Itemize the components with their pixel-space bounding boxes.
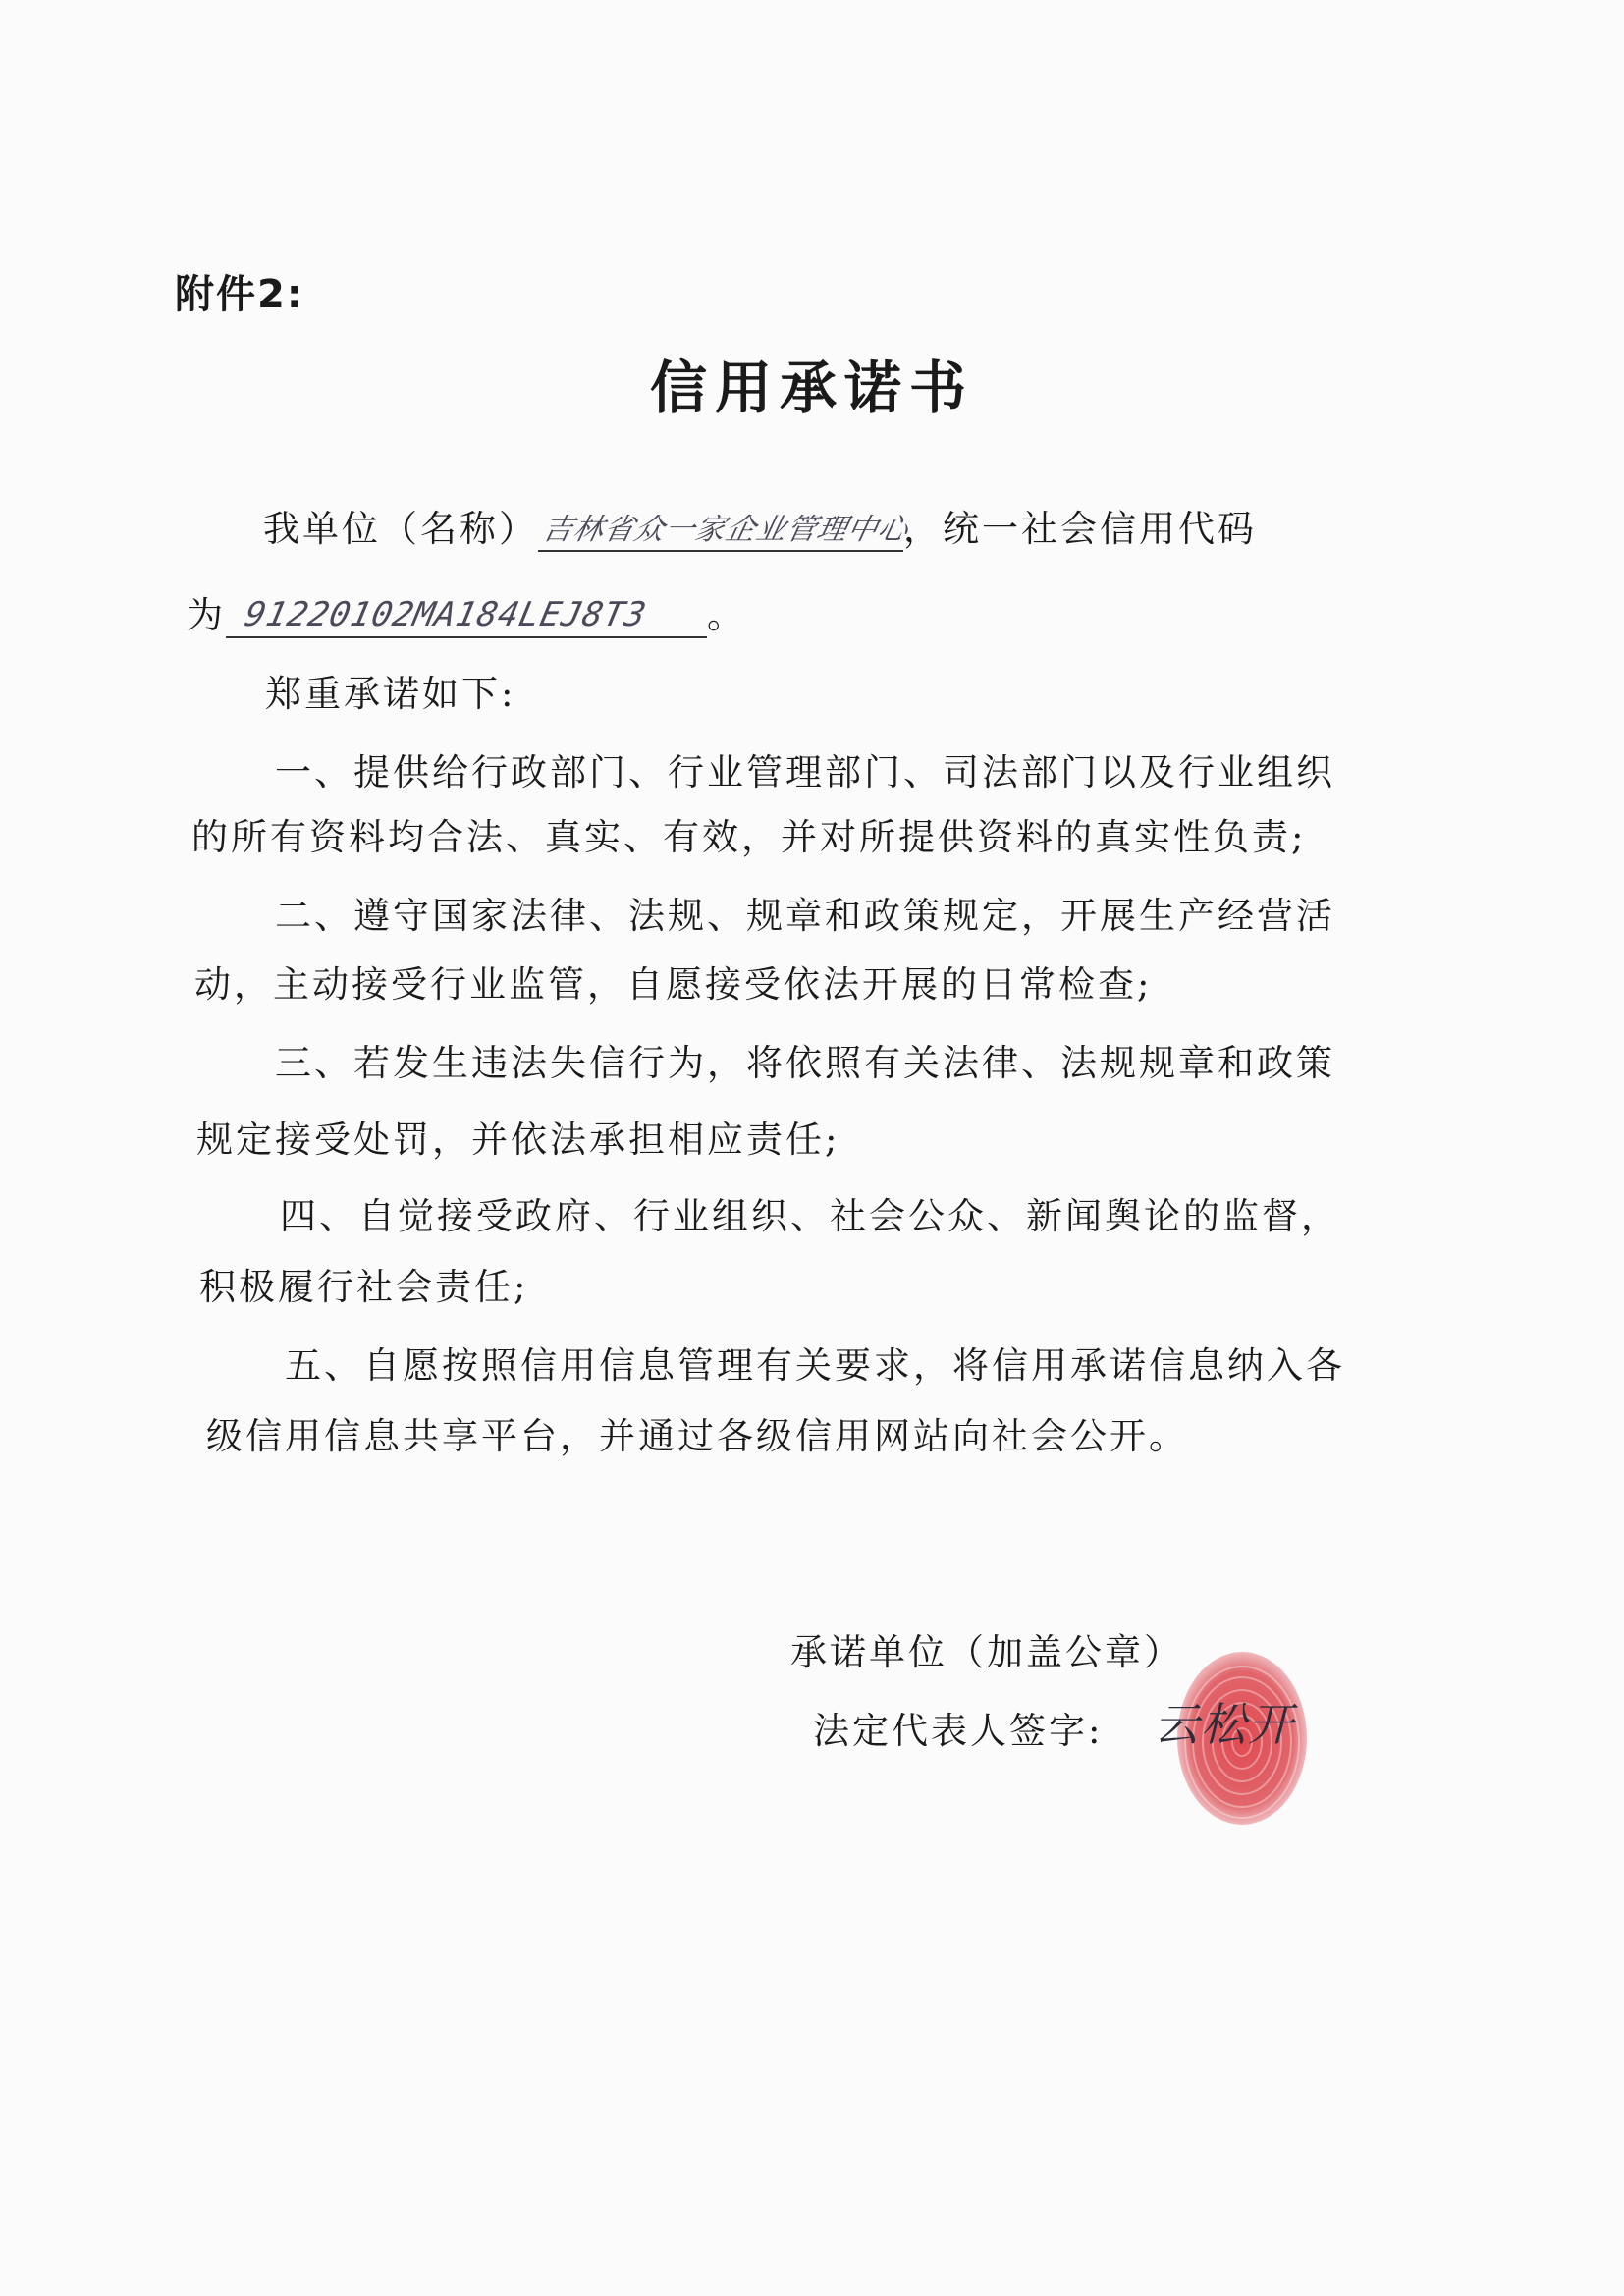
item-4-line-1: 四、自觉接受政府、行业组织、社会公众、新闻舆论的监督， xyxy=(280,1195,1340,1237)
commitment-unit-label: 承诺单位（加盖公章） xyxy=(790,1631,1183,1673)
intro-line-2 xyxy=(187,585,746,638)
intro-line-1 xyxy=(263,499,1257,552)
legal-rep-signature: 云松开 xyxy=(1154,1698,1295,1751)
pledge-heading: 郑重承诺如下: xyxy=(265,673,516,715)
document-title: 信用承诺书 xyxy=(649,355,974,421)
item-3-line-1: 三、若发生违法失信行为，将依照有关法律、法规规章和政策 xyxy=(275,1042,1335,1084)
item-1-line-2: 的所有资料均合法、真实、有效，并对所提供资料的真实性负责; xyxy=(191,816,1307,858)
company-name-field xyxy=(538,507,912,552)
intro-line2-suffix: 。 xyxy=(707,594,746,636)
item-4-line-2: 积极履行社会责任; xyxy=(199,1266,529,1308)
intro-line2-prefix: 为 xyxy=(187,594,226,636)
credit-code-field xyxy=(226,593,707,638)
intro-line1-prefix: 我单位（名称） xyxy=(263,508,538,550)
item-3-line-2: 规定接受处罚，并依法承担相应责任; xyxy=(196,1119,840,1161)
legal-rep-label: 法定代表人签字: xyxy=(813,1710,1104,1752)
item-2-line-1: 二、遵守国家法律、法规、规章和政策规定，开展生产经营活 xyxy=(275,895,1335,937)
attachment-label: 附件2: xyxy=(175,272,304,317)
item-5-line-1: 五、自愿按照信用信息管理有关要求，将信用承诺信息纳入各 xyxy=(285,1344,1345,1387)
item-5-line-2: 级信用信息共享平台，并通过各级信用网站向社会公开。 xyxy=(206,1415,1188,1457)
company-name-handwriting: 吉林省众一家企业管理中心 xyxy=(539,513,912,547)
credit-code-handwriting: 91220102MA184LEJ8T3 xyxy=(241,595,651,634)
item-2-line-2: 动，主动接受行业监管，自愿接受依法开展的日常检查; xyxy=(194,963,1153,1006)
intro-line1-suffix: ，统一社会信用代码 xyxy=(903,508,1257,550)
item-1-line-1: 一、提供给行政部门、行业管理部门、司法部门以及行业组织 xyxy=(275,751,1335,793)
